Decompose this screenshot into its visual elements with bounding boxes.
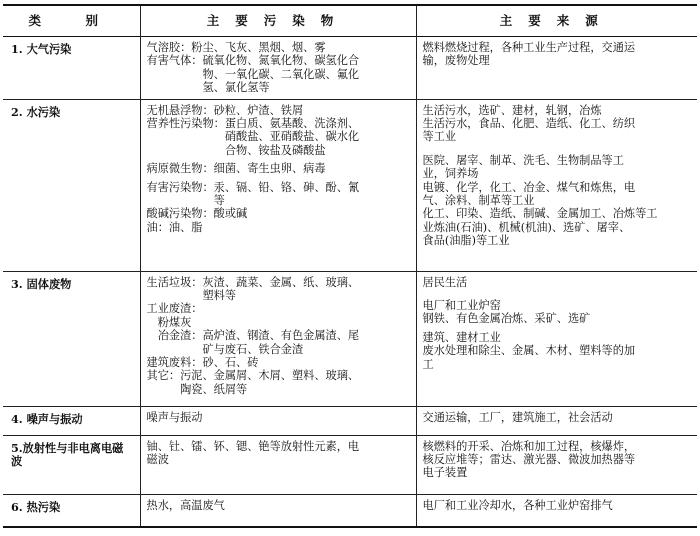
pollutants-line: 噪声与振动 <box>146 410 203 424</box>
sources-line: 生活污水，选矿、建材，轧钢，冶炼 <box>422 103 602 117</box>
row-pollutants <box>140 37 416 100</box>
sources-line: 电子装置 <box>422 466 468 480</box>
pollutants-line: 酸碱污染物：酸或碱 <box>146 207 248 221</box>
table-body <box>3 37 697 528</box>
row-sources <box>416 37 697 100</box>
sources-line: 核燃料的开采、冶炼和加工过程，核爆炸， <box>422 439 636 453</box>
pollutants-line: 工业废渣： <box>146 302 203 316</box>
pollutants-line: 气溶胶：粉尘、飞灰、黑烟、烟、雾 <box>146 41 326 54</box>
row-category: 6. 热污染 <box>11 499 61 514</box>
sources-line: 业炼油(石油)、机械(机油)、选矿、屠宰、 <box>422 220 631 234</box>
pollutants-line: 铀、钍、镭、钚、锶、铯等放射性元素，电 <box>146 439 360 453</box>
header-sources: 主要来源 <box>416 5 697 37</box>
row-pollutants <box>140 494 416 527</box>
pollutants-line: 无机悬浮物：砂粒、炉渣、铁屑 <box>146 103 304 117</box>
sources-line: 燃料燃烧过程，各种工业生产过程，交通运 <box>422 41 636 54</box>
table-row <box>3 406 697 435</box>
sources-line: 工 <box>422 357 434 371</box>
sources-line: 电厂和工业冷却水，各种工业炉窑排气 <box>422 498 613 512</box>
row-sources <box>416 435 697 494</box>
table-row <box>3 37 697 100</box>
sources-line: 核反应堆等；雷达、激光器、微波加热器等 <box>422 453 636 467</box>
pollutants-line: 硝酸盐、亚硝酸盐、碳水化 <box>146 130 360 144</box>
table-row <box>3 271 697 406</box>
pollutants-line: 建筑废料：砂、石、砖 <box>146 356 259 370</box>
row-sources <box>416 271 697 406</box>
table-row <box>3 494 697 527</box>
pollutants-line: 矿与废石、铁合金渣 <box>146 342 304 356</box>
sources-line: 医院、屠宰、制革、洗毛、生物制品等工 <box>422 153 624 167</box>
pollutants-line: 塑料等 <box>146 289 237 303</box>
sources-line: 等工业 <box>422 130 457 144</box>
sources-line: 废水处理和除尘、金属、木材、塑料等的加 <box>422 344 636 358</box>
table-row <box>3 435 697 494</box>
pollutants-line: 生活垃圾：灰渣、蔬菜、金属、纸、玻璃、 <box>146 275 360 289</box>
sources-line: 气、涂料、制革等工业 <box>422 194 535 208</box>
sources-line: 交通运输，工厂，建筑施工，社会活动 <box>422 410 613 424</box>
row-pollutants <box>140 271 416 406</box>
row-category: 5.放射性与非电离电磁波 <box>11 440 124 469</box>
pollutants-line: 磁波 <box>146 453 169 467</box>
row-category: 2. 水污染 <box>11 104 61 119</box>
row-pollutants <box>140 435 416 494</box>
sources-line: 电厂和工业炉窑 <box>422 299 501 313</box>
table-row <box>3 99 697 271</box>
sources-line: 居民生活 <box>422 275 468 289</box>
sources-line: 钢铁、有色金属冶炼、采矿、选矿 <box>422 312 591 326</box>
row-sources <box>416 99 697 271</box>
pollutants-line: 冶金渣：高炉渣、钢渣、有色金属渣、尾 <box>146 329 360 343</box>
row-category: 1. 大气污染 <box>11 42 72 56</box>
row-sources <box>416 494 697 527</box>
pollutants-line: 等 <box>146 194 225 208</box>
pollutants-line: 其它：污泥、金属屑、木屑、塑料、玻璃、 <box>146 369 360 383</box>
sources-line: 建筑、建材工业 <box>422 330 501 344</box>
pollutants-line: 热水，高温废气 <box>146 498 225 512</box>
row-pollutants <box>140 99 416 271</box>
row-pollutants <box>140 406 416 435</box>
pollutants-line: 氢、氯化氢等 <box>146 81 270 95</box>
sources-line: 生活污水，食品、化肥、造纸、化工、纺织 <box>422 117 636 131</box>
sources-line: 输，废物处理 <box>422 54 490 68</box>
row-category: 4. 噪声与振动 <box>11 411 83 426</box>
sources-line: 化工、印染、造纸、制碱、金属加工、冶炼等工 <box>422 207 658 221</box>
pollutants-line: 粉煤灰 <box>146 315 192 329</box>
row-sources <box>416 406 697 435</box>
pollution-table <box>3 4 697 528</box>
sources-line: 电镀、化学，化工、冶金、煤气和炼焦，电 <box>422 180 636 194</box>
sources-line: 食品(油脂)等工业 <box>422 234 510 248</box>
sources-line: 业，饲养场 <box>422 167 479 181</box>
pollutants-line: 陶瓷、纸屑等 <box>146 382 248 396</box>
pollutants-line: 合物、铵盐及磷酸盐 <box>146 143 326 157</box>
pollutants-line: 营养性污染物：蛋白质、氨基酸、洗涤剂、 <box>146 117 360 131</box>
header-category: 类 别 <box>28 13 114 29</box>
header-row <box>3 5 697 37</box>
header-pollutants: 主要污染物 <box>140 5 416 37</box>
pollutants-line: 物、一氧化碳、二氧化碳、氟化 <box>146 67 360 81</box>
pollutants-line: 有害气体：硫氧化物、氮氧化物、碳氢化合 <box>146 54 360 68</box>
pollutants-line: 油：油、脂 <box>146 220 203 234</box>
row-category: 3. 固体废物 <box>11 276 72 291</box>
pollutants-line: 有害污染物：汞、镉、铅、铬、砷、酚、氰 <box>146 180 360 194</box>
pollutants-line: 病原微生物：细菌、寄生虫卵、病毒 <box>146 162 326 176</box>
